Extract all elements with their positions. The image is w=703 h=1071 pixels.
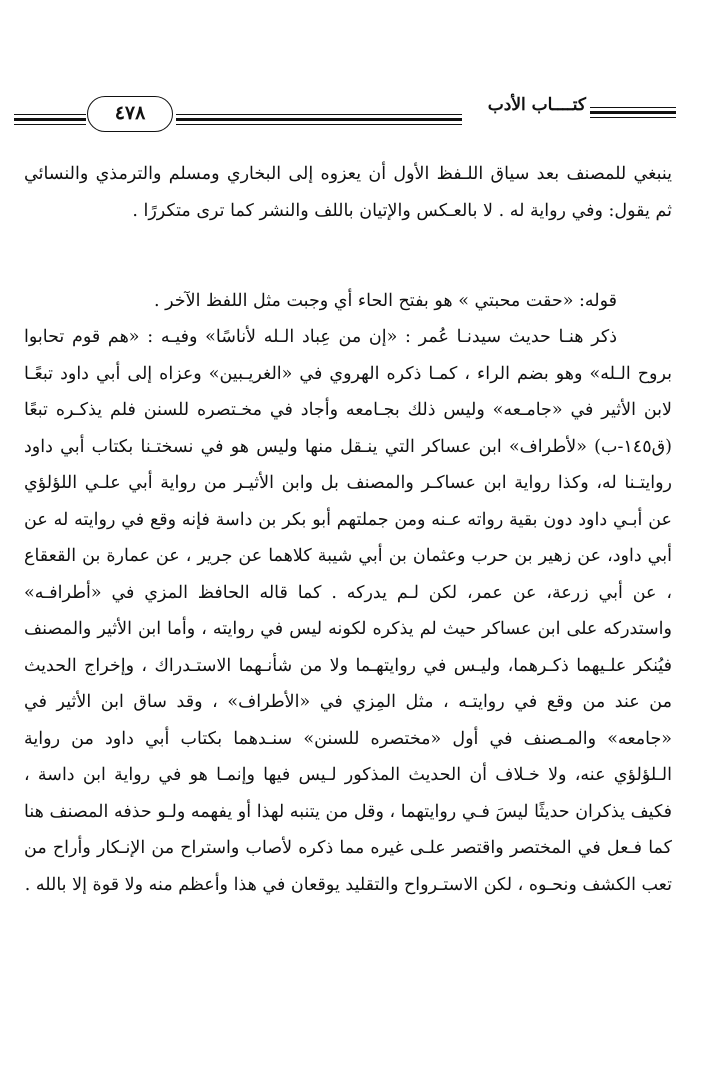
paragraph-1: ينبغي للمصنف بعد سياق اللـفظ الأول أن يعزوه إلى البخاري ومسلم والترمذي والنسائي ثم يقول: وفي رواية له . لا بالعـكس والإتيان باللف والنشر كما ترى متكررًا . <box>24 164 672 221</box>
header-rule-left-top <box>14 114 86 115</box>
header-rule-left-bottom <box>14 124 86 125</box>
header-rule-middle-top <box>176 114 462 115</box>
header-rule-right-middle <box>590 111 676 114</box>
paragraph-3: ذكر هنـا حديث سيدنـا عُمر : «إن من عِباد الـله لأناسًا» وفيـه : «هم قوم تحابوا بروح الـله» وهو بضم الراء ، كمـا ذكره الهروي في «الغريـبين» وعزاه إلى أبي داود تبعًـا لابن الأثير في «جامـعه» وليس ذلك بجـامعه وأجاد في مخـتصره للسنن فلم يذكـره تبعًا (ق١٤٥-ب) «لأطراف» ابن عساكر التي ينـقل منها وليس هو في نسختـنا بكتاب أبي داود روايتـنا له، وكذا رواية ابن عساكـر والمصنف بل وابن الأثيـر من رواية أبي علـي اللؤلؤي عن أبـي داود دون بقية رواته عـنه ومن جملتهم أبو بكر بن داسة فإنه وقع في روايته له عن أبي داود، عن زهير بن حرب وعثمان بن أبي شيبة كلاهما عن جرير ، عن عمارة بن القعقاع ، عن أبي زرعة، عن عمر، لكن لـم يدركه . كما قاله الحافظ المزي في «أطرافـه» واستدركه على ابن عساكر حيث لم يذكره لكونه ليس في روايته ، وأما ابن الأثير والمصنف فيُنكر علـيهما ذكـرهما، وليـس في روايتهـما ولا من شأنـهما الاستـدراك ، وإخراج الحديث من عند من وقع في روايتـه ، مثل المِزي في «الأطراف» ، وقد ساق ابن الأثير في «جامعه» والمـصنف في أول «مختصره للسنن» سنـدهما بكتاب أبي داود من رواية الـلؤلؤي عنه، ولا خـلاف أن الحديث المذكور لـيس فيها وإنمـا هو في رواية ابن داسة ، فكيف يذكران حديثًا ليسَ فـي روايتهما ، وقل من يتنبه لهذا أو يفهمه ولـو حذفه المصنف هنا كما فـعل في المختصر واقتصر علـى غيره مما ذكره لأصاب واستراح من الإنـكار وأراح من تعب الكشف ونحـوه ، لكن الاستـرواح والتقليد يوقعان في هذا وأعظم منه ولا قوة إلا بالله . <box>24 327 672 895</box>
header-rule-right-top <box>590 107 676 108</box>
header-title: كتــــاب الأدب <box>487 95 586 115</box>
header-rule-middle-bottom <box>176 124 462 125</box>
header-rule-right-bottom <box>590 117 676 118</box>
page-number-badge: ٤٧٨ <box>87 96 173 132</box>
paragraph-2: قوله: «حقت محبتي » هو بفتح الحاء أي وجبت مثل اللفظ الآخر . <box>153 291 617 311</box>
header-rule-left-middle <box>14 118 86 121</box>
header-rule-middle-middle <box>176 118 462 121</box>
